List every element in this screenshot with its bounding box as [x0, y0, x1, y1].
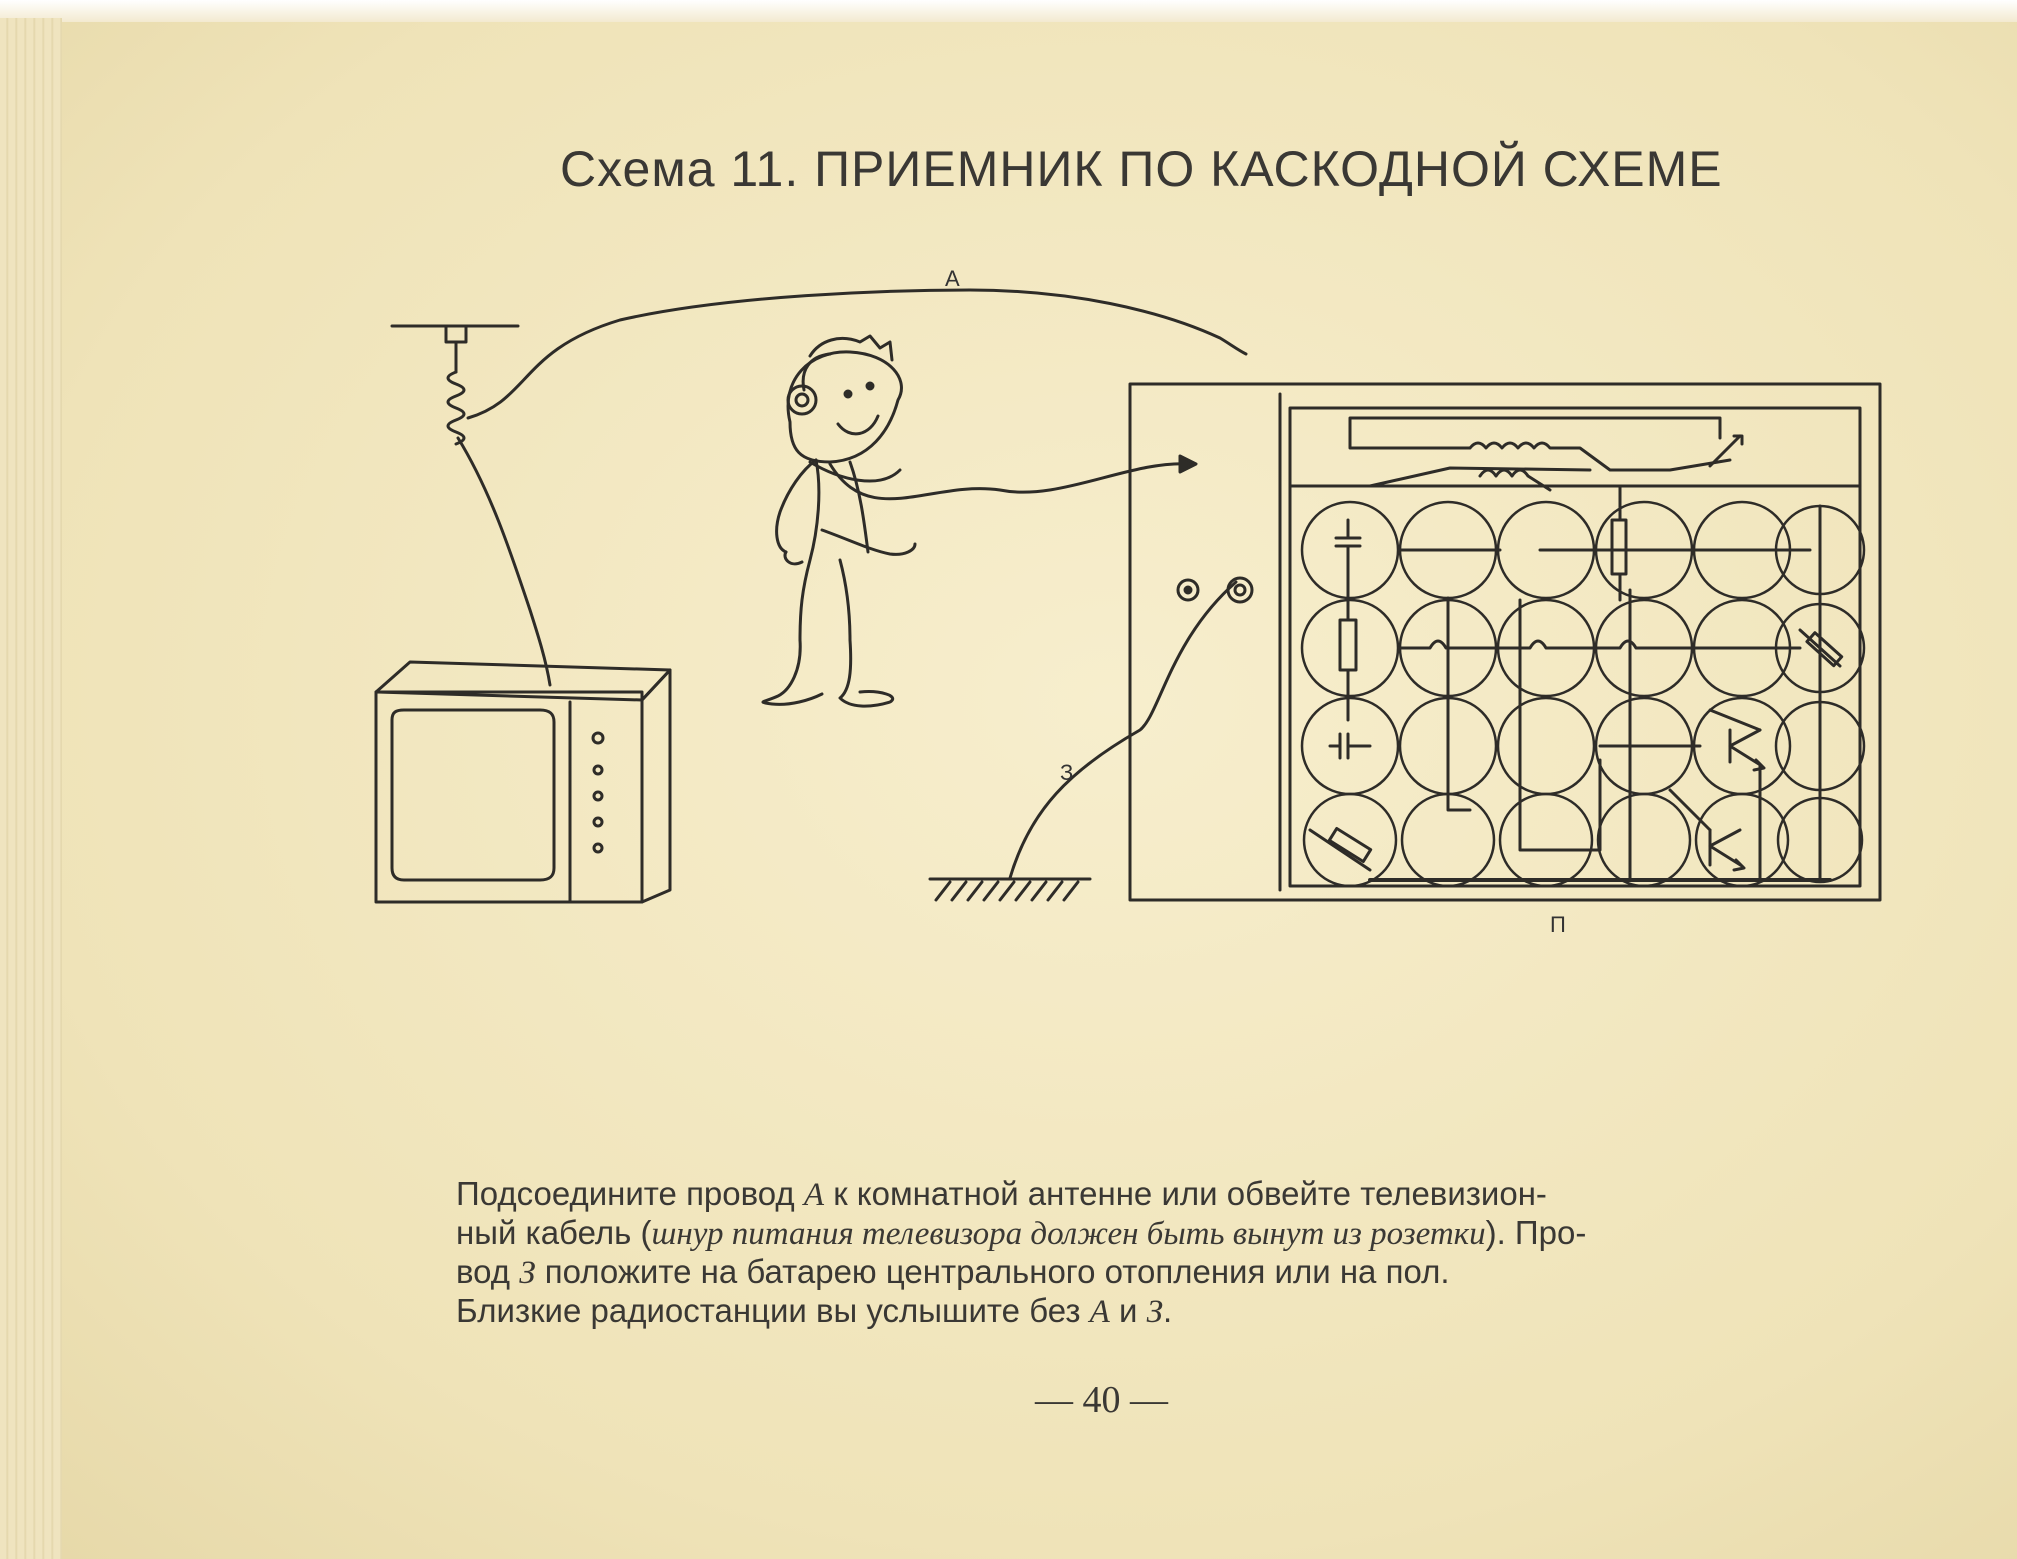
- text-span: ). Про-: [1485, 1214, 1587, 1251]
- instruction-line-2: [456, 1214, 1876, 1253]
- instruction-line-3: [456, 1253, 1876, 1292]
- circuit-grid: [1302, 502, 1864, 886]
- italic-note: шнур питания телевизора должен быть вынут из розетки: [651, 1216, 1486, 1252]
- text-span: положите на батарею центрального отопления или на пол.: [535, 1253, 1450, 1290]
- jack-socket-icon: [1228, 578, 1252, 602]
- text-span: и: [1109, 1292, 1147, 1329]
- receiver-board: [1130, 384, 1880, 900]
- wire-z: [1010, 582, 1236, 878]
- text-span: Близкие радиостанции вы услышите без: [456, 1292, 1090, 1329]
- receiver-illustration: [370, 266, 1900, 950]
- page-stack-edges: [0, 18, 62, 1559]
- wire-z-label: З: [1060, 760, 1074, 785]
- instruction-line-4: [456, 1292, 1876, 1331]
- wire-var: З: [1146, 1294, 1163, 1330]
- text-span: Подсоедините провод: [456, 1175, 804, 1212]
- scan-top-edge: [0, 0, 2017, 22]
- page-title: Схема 11. ПРИЕМНИК ПО КАСКОДНОЙ СХЕМЕ: [560, 141, 1723, 197]
- wire-var: З: [519, 1255, 536, 1291]
- page-number: — 40 —: [1035, 1379, 1168, 1421]
- text-span: .: [1162, 1292, 1173, 1329]
- instruction-line-1: [456, 1175, 1876, 1214]
- wire-a-label: А: [945, 266, 960, 291]
- ground-icon: [930, 879, 1090, 900]
- instruction-paragraph: [456, 1175, 1876, 1331]
- wire-var: А: [1089, 1294, 1110, 1330]
- illustration-svg: [370, 266, 1900, 950]
- text-span: вод: [456, 1253, 520, 1290]
- text-span: ный кабель (: [456, 1214, 652, 1251]
- wire-var: А: [803, 1177, 825, 1213]
- circuit-components: [1310, 486, 1842, 880]
- panel-label: П: [1550, 912, 1566, 937]
- text-span: к комнатной антенне или обвейте телевизион-: [824, 1175, 1547, 1212]
- antenna-icon: [392, 326, 550, 685]
- tv-set-icon: [376, 662, 670, 902]
